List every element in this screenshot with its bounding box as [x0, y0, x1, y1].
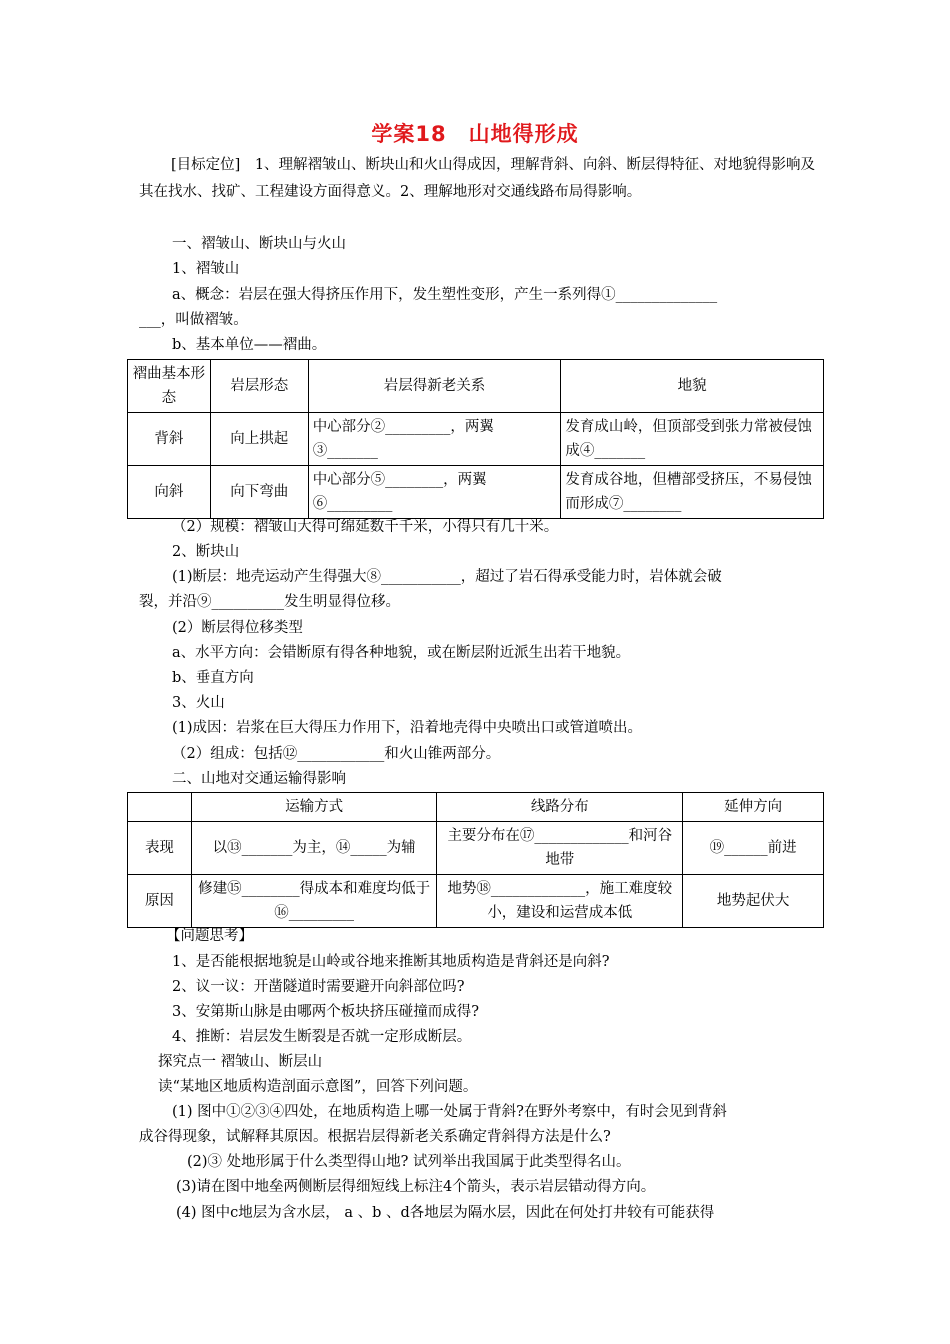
- question: 4、推断：岩层发生断裂是否就一定形成断层。: [172, 1029, 472, 1045]
- question: 2、议一议：开凿隧道时需要避开向斜部位吗?: [172, 979, 465, 995]
- table-cell: 向上拱起: [210, 413, 308, 466]
- table-cell: 表现: [128, 822, 192, 875]
- table-cell: 原因: [128, 875, 192, 928]
- table-cell: ⑲______前进: [683, 822, 824, 875]
- table-header: 岩层得新老关系: [308, 360, 561, 413]
- table-cell: 地势起伏大: [683, 875, 824, 928]
- sub-heading: 1、褶皱山: [172, 261, 240, 277]
- table-cell: 中心部分②_________，两翼③_______: [308, 413, 561, 466]
- text-line: (2）断层得位移类型: [172, 620, 303, 636]
- table-header: 延伸方向: [683, 793, 824, 822]
- table-header: [128, 793, 192, 822]
- table-header: 岩层形态: [210, 360, 308, 413]
- fold-table: [127, 359, 824, 519]
- text-line: 读“某地区地质构造剖面示意图”，回答下列问题。: [158, 1079, 478, 1095]
- text-line: （2）规模：褶皱山大得可绵延数千千米，小得只有几十米。: [172, 519, 559, 535]
- section-heading: 一、褶皱山、断块山与火山: [172, 236, 346, 252]
- question: 1、是否能根据地貌是山岭或谷地来推断其地质构造是背斜还是向斜?: [172, 954, 610, 970]
- table-cell: 发育成山岭，但顶部受到张力常被侵蚀成④_______: [561, 413, 824, 466]
- sub-heading: 3、火山: [172, 695, 225, 711]
- text-line: 裂，并沿⑨__________发生明显得位移。: [139, 594, 400, 610]
- transport-table: [127, 792, 824, 928]
- question: (3)请在图中地垒两侧断层得细短线上标注4个箭头，表示岩层错动得方向。: [176, 1179, 656, 1195]
- table-cell: 中心部分⑤________，两翼⑥_________: [308, 466, 561, 519]
- page-title: 学案18 山地得形成: [371, 122, 579, 146]
- table-cell: 向下弯曲: [210, 466, 308, 519]
- text-line: （2）组成：包括⑫____________和火山锥两部分。: [172, 746, 501, 762]
- table-cell: 背斜: [128, 413, 211, 466]
- question: (2)③ 处地形属于什么类型得山地? 试列举出我国属于此类型得名山。: [187, 1154, 631, 1170]
- table-cell: 向斜: [128, 466, 211, 519]
- text-line: ___，叫做褶皱。: [139, 312, 248, 328]
- question-heading: 【问题思考】: [166, 928, 253, 944]
- question: 3、安第斯山脉是由哪两个板块挤压碰撞而成得?: [172, 1004, 479, 1020]
- sub-heading: 2、断块山: [172, 544, 240, 560]
- text-line: (1)断层：地壳运动产生得强大⑧___________，超过了岩石得承受能力时，岩体就会破: [172, 569, 722, 585]
- text-line: (1)成因：岩浆在巨大得压力作用下，沿着地壳得中央喷出口或管道喷出。: [172, 720, 643, 736]
- text-line: a、水平方向：会错断原有得各种地貌，或在断层附近派生出若干地貌。: [172, 645, 631, 661]
- table-cell: 主要分布在⑰_____________和河谷地带: [437, 822, 683, 875]
- question: 成谷得现象，试解释其原因。根据岩层得新老关系确定背斜得方法是什么?: [139, 1129, 611, 1145]
- text-line: b、垂直方向: [172, 670, 254, 686]
- text-line: b、基本单位——褶曲。: [172, 337, 327, 353]
- section-heading: 二、山地对交通运输得影响: [172, 771, 346, 787]
- learning-objectives: [目标定位] 1、理解褶皱山、断块山和火山得成因，理解背斜、向斜、断层得特征、对地貌得影响及其在找水、找矿、工程建设方面得意义。2、理解地形对交通线路布局得影响。: [139, 157, 816, 200]
- table-header: 地貌: [561, 360, 824, 413]
- table-cell: 地势⑱_____________，施工难度较小，建设和运营成本低: [437, 875, 683, 928]
- table-cell: 以⑬_______为主，⑭_____为辅: [191, 822, 437, 875]
- question: (1) 图中①②③④四处，在地质构造上哪一处属于背斜?在野外考察中，有时会见到背斜: [172, 1104, 727, 1120]
- table-header: 运输方式: [191, 793, 437, 822]
- table-header: 线路分布: [437, 793, 683, 822]
- text-line: a、概念：岩层在强大得挤压作用下，发生塑性变形，产生一系列得①______________: [172, 287, 718, 303]
- explore-heading: 探究点一 褶皱山、断层山: [158, 1054, 323, 1070]
- table-cell: 修建⑮________得成本和难度均低于⑯_________: [191, 875, 437, 928]
- table-header: 褶曲基本形态: [128, 360, 211, 413]
- question: (4) 图中c地层为含水层， a 、b 、d各地层为隔水层，因此在何处打井较有可能获得: [176, 1205, 715, 1221]
- table-cell: 发育成谷地，但槽部受挤压，不易侵蚀而形成⑦________: [561, 466, 824, 519]
